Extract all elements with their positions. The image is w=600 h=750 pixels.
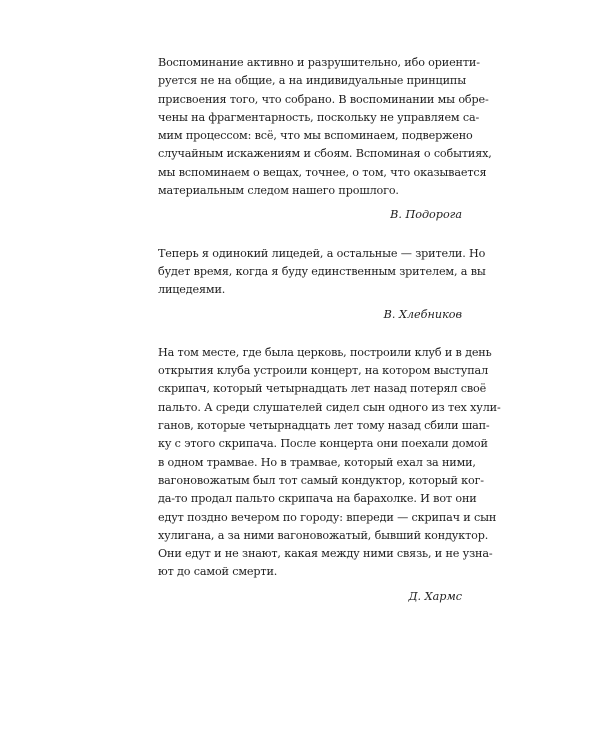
epigraph-author: Д. Хармс <box>408 589 462 603</box>
text-line: ганов, которые четырнадцать лет тому назад сбили шап- <box>158 419 490 433</box>
epigraph-kharms <box>158 344 501 606</box>
text-line: Теперь я одинокий лицедей, а остальные — зрители. Но <box>158 246 486 260</box>
text-line: вагоновожатым был тот самый кондуктор, который ког- <box>158 473 484 487</box>
epigraph-khlebnikov <box>158 245 486 324</box>
text-line: лицедеями. <box>158 283 226 297</box>
text-line: На том месте, где была церковь, построили клуб и в день <box>158 345 492 359</box>
text-line: будет время, когда я буду единственным зрителем, а вы <box>158 264 486 278</box>
text-line: открытия клуба устроили концерт, на котором выступал <box>158 364 489 378</box>
epigraph-text <box>158 54 492 200</box>
text-line: ку с этого скрипача. После концерта они поехали домой <box>158 437 488 451</box>
text-line: едут поздно вечером по городу: впереди — скрипач и сын <box>158 510 497 524</box>
text-line: руется не на общие, а на индивидуальные принципы <box>158 74 466 88</box>
text-line: да-то продал пальто скрипача на барахолке. И вот они <box>158 492 477 506</box>
text-line: Воспоминание активно и разрушительно, ибо ориенти- <box>158 56 480 69</box>
text-line: случайным искажениям и сбоям. Вспоминая о событиях, <box>158 147 492 161</box>
text-line: в одном трамвае. Но в трамвае, который ехал за ними, <box>158 455 476 469</box>
text-line: ют до самой смерти. <box>158 565 278 579</box>
text-line: мы вспоминаем о вещах, точнее, о том, что оказывается <box>158 165 487 179</box>
book-page <box>158 54 501 626</box>
epigraph-text <box>158 245 486 300</box>
text-line: чены на фрагментарность, поскольку не управляем са- <box>158 110 480 124</box>
text-line: мим процессом: всё, что мы вспоминаем, подвержено <box>158 129 473 143</box>
epigraph-text <box>158 344 501 582</box>
text-line: присвоения того, что собрано. В воспоминании мы обре- <box>158 92 489 106</box>
text-line: хулигана, а за ними вагоновожатый, бывший кондуктор. <box>158 528 489 542</box>
text-line: Они едут и не знают, какая между ними связь, и не узна- <box>158 547 493 561</box>
text-line: пальто. А среди слушателей сидел сын одного из тех хули- <box>158 400 501 414</box>
text-line: скрипач, который четырнадцать лет назад потерял своё <box>158 382 487 396</box>
epigraph-podoroga <box>158 54 492 225</box>
epigraph-author: В. Хлебников <box>383 307 462 321</box>
text-line: материальным следом нашего прошлого. <box>158 184 399 198</box>
epigraph-author: В. Подорога <box>390 208 462 222</box>
